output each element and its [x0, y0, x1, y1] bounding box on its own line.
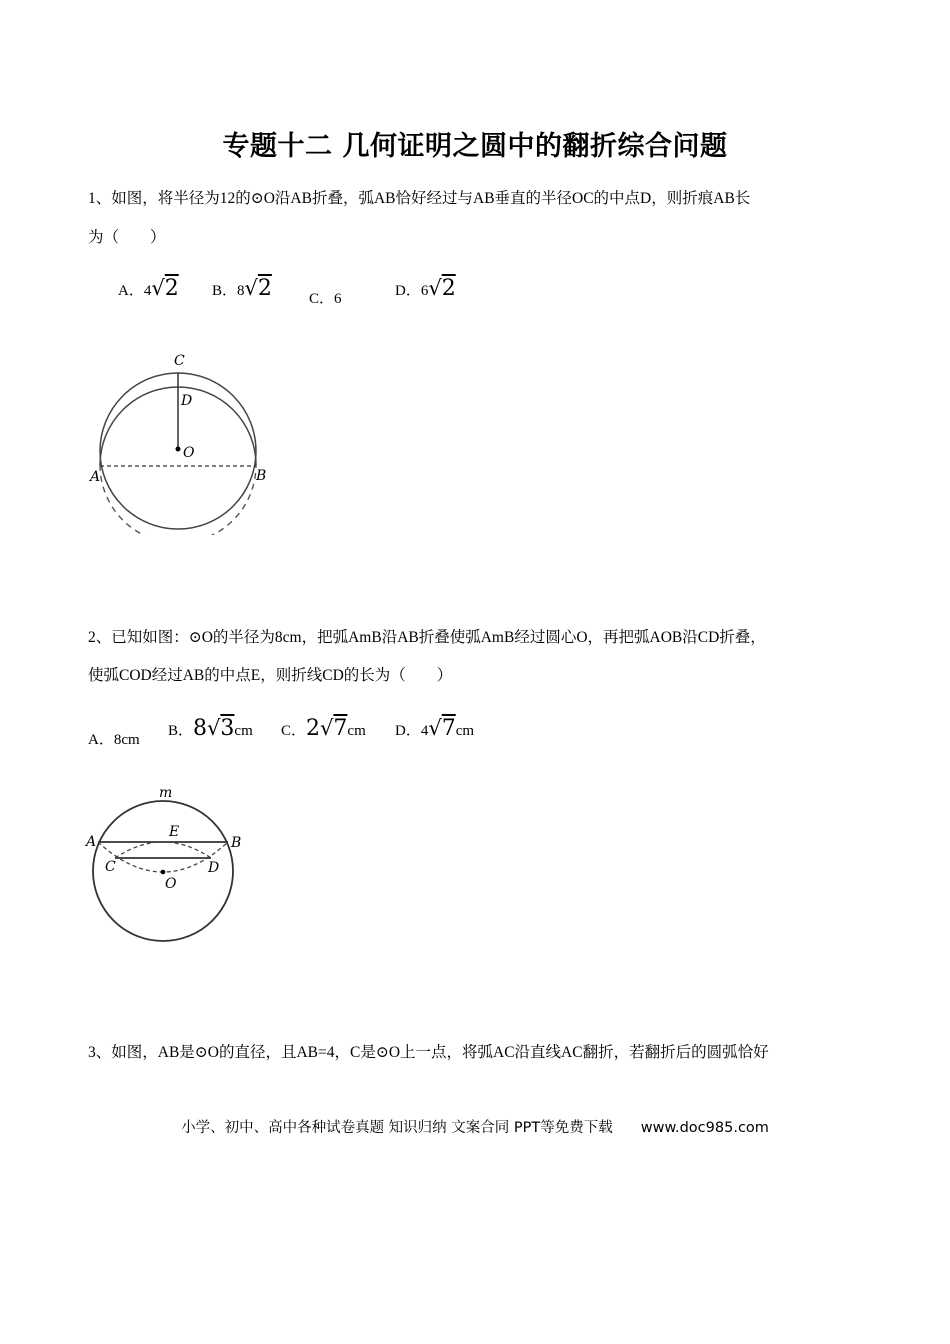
- q2-label-b: B: [231, 835, 242, 851]
- q2-label-e: E: [169, 824, 180, 840]
- option-radicand: 7: [441, 716, 456, 741]
- q2-label-m: m: [159, 785, 173, 801]
- option-radicand: 2: [164, 276, 179, 301]
- option-label: D．: [395, 723, 421, 739]
- option-label: B．: [168, 723, 194, 739]
- option-label: B．: [212, 283, 238, 299]
- q1-label-d: D: [181, 393, 193, 409]
- option-text: 6: [334, 291, 342, 307]
- q2-label-c: C: [105, 859, 116, 875]
- option-text: 8cm: [113, 732, 140, 748]
- q1-label-o: O: [183, 445, 195, 461]
- q2-text-line2: 使弧COD经过AB的中点E，则折线CD的长为（ ）: [88, 667, 453, 684]
- q2-folded-arc-cod: [115, 842, 211, 858]
- q2-center-point: [161, 870, 166, 875]
- q2-option-b[interactable]: B．8√3cm: [168, 716, 253, 741]
- q1-center-point: [176, 447, 181, 452]
- q1-label-a: A: [90, 469, 101, 485]
- option-radicand: 2: [257, 276, 272, 301]
- q2-option-c[interactable]: C．2√7cm: [281, 716, 366, 741]
- q2-label-d: D: [208, 860, 220, 876]
- option-coef: 6: [420, 283, 429, 299]
- page-footer: [0, 1116, 950, 1137]
- footer-url[interactable]: www.doc985.com: [640, 1120, 769, 1136]
- option-label: A．: [118, 283, 144, 299]
- q1-label-c: C: [174, 353, 185, 369]
- option-label: D．: [395, 283, 421, 299]
- option-label: A．: [88, 732, 114, 748]
- option-coef: 2: [306, 716, 321, 741]
- q2-label-o: O: [165, 876, 177, 892]
- q1-figure: [80, 345, 280, 535]
- q1-option-a[interactable]: A．4√2: [118, 276, 179, 301]
- option-coef: 8: [193, 716, 208, 741]
- q1-option-d[interactable]: D．6√2: [395, 276, 456, 301]
- q2-option-a[interactable]: [88, 728, 140, 749]
- q2-figure: [80, 780, 260, 950]
- q1-option-b[interactable]: B．8√2: [212, 276, 272, 301]
- option-radicand: 3: [220, 716, 235, 741]
- option-label: C．: [309, 291, 335, 307]
- q1-option-c[interactable]: [309, 287, 342, 308]
- option-coef: 8: [237, 283, 245, 299]
- q1-original-arc: [100, 465, 256, 535]
- q3-text-line1: 3、如图，AB是⊙O的直径，且AB=4，C是⊙O上一点，将弧AC沿直线AC翻折，若翻折后的圆弧恰好: [88, 1044, 769, 1061]
- q1-text-line2: 为（ ）: [88, 229, 166, 246]
- q2-label-a: A: [86, 834, 97, 850]
- q2-option-d[interactable]: D．4√7cm: [395, 716, 475, 741]
- footer-text: 小学、初中、高中各种试卷真题 知识归纳 文案合同 PPT等免费下载: [181, 1120, 613, 1136]
- option-coef: 4: [420, 723, 429, 739]
- option-label: C．: [281, 723, 307, 739]
- option-unit: cm: [455, 723, 475, 739]
- option-coef: 4: [143, 283, 152, 299]
- page-title: 专题十二 几何证明之圆中的翻折综合问题: [222, 131, 728, 162]
- q1-label-b: B: [256, 468, 267, 484]
- option-radicand: 2: [441, 276, 456, 301]
- q1-text-line1: 1、如图，将半径为12的⊙O沿AB折叠，弧AB恰好经过与AB垂直的半径OC的中点D，则折痕AB长: [88, 190, 751, 207]
- option-radicand: 7: [333, 716, 348, 741]
- q2-text-line1: 2、已知如图：⊙O的半径为8cm，把弧AmB沿AB折叠使弧AmB经过圆心O，再把弧AOB沿CD折叠，: [88, 629, 766, 646]
- option-unit: cm: [234, 723, 253, 739]
- option-unit: cm: [347, 723, 366, 739]
